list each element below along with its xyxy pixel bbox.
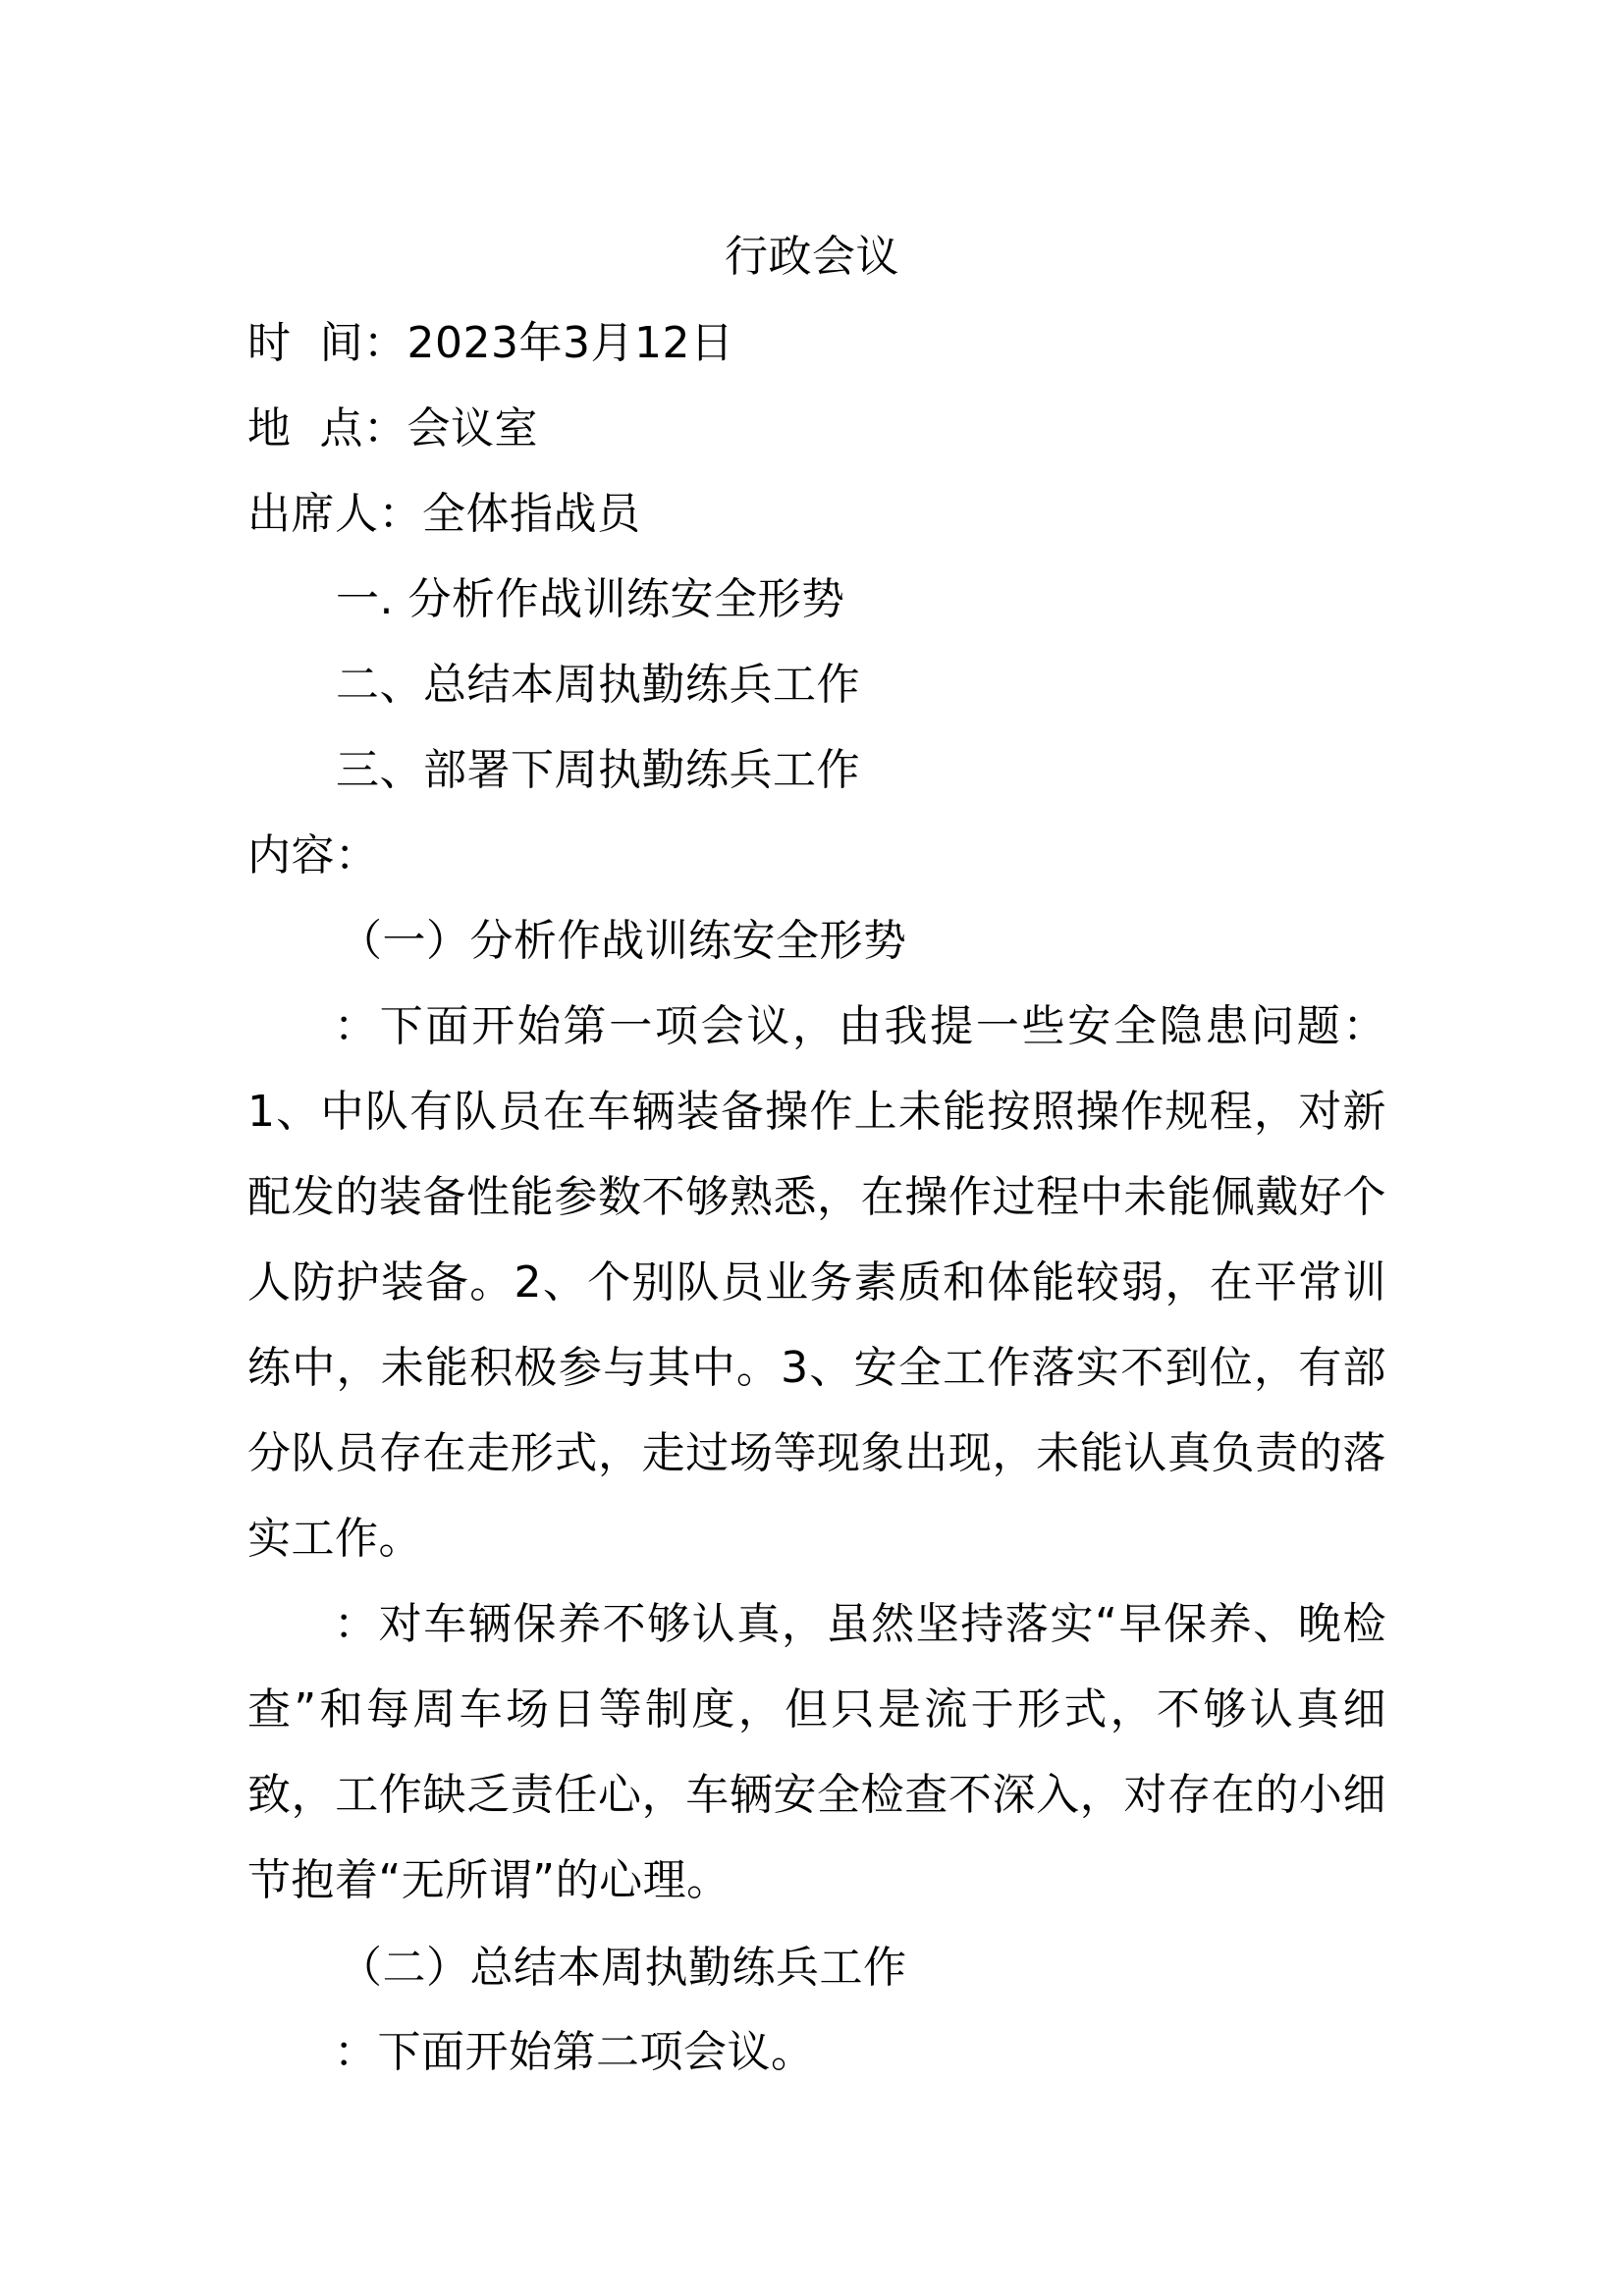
place-value: 会议室	[406, 403, 538, 454]
meeting-time-row	[247, 314, 733, 373]
content-label: 内容：	[247, 830, 379, 881]
attendees-value: 全体指战员	[422, 489, 641, 539]
agenda-item: 二、总结本周执勤练兵工作	[336, 660, 860, 710]
section-heading: （一）分析作战训练安全形势	[339, 916, 907, 966]
time-label: 时 间：	[247, 318, 407, 368]
section-heading: （二）总结本周执勤练兵工作	[339, 1943, 907, 1993]
section-paragraph: ：下面开始第一项会议，由我提一些安全隐患问题：1、中队有队员在车辆装备操作上未能按照操作规程，对新配发的装备性能参数不够熟悉，在操作过程中未能佩戴好个人防护装备。2、个别队员业务素质和体能较弱，在平常训练中，未能积极参与其中。3、安全工作落实不到位，有部分队员存在走形式，走过场等现象出现，未能认真负责的落实工作。	[247, 1001, 1386, 1564]
attendees-label: 出席人：	[247, 489, 422, 539]
attendees-row	[247, 485, 641, 544]
document-title: 行政会议	[725, 232, 899, 282]
agenda-item: 一. 分析作战训练安全形势	[336, 574, 845, 624]
meeting-place-row	[247, 400, 538, 458]
section-paragraph: ：对车辆保养不够认真，虽然坚持落实“早保养、晚检查”和每周车场日等制度，但只是流于形式，不够认真细致，工作缺乏责任心，车辆安全检查不深入，对存在的小细节抱着“无所谓”的心理。	[247, 1599, 1386, 1905]
agenda-item: 三、部署下周执勤练兵工作	[336, 745, 860, 795]
section-paragraph: ：下面开始第二项会议。	[334, 2027, 815, 2077]
time-value: 2023年3月12日	[406, 318, 734, 368]
place-label: 地 点：	[247, 403, 407, 454]
